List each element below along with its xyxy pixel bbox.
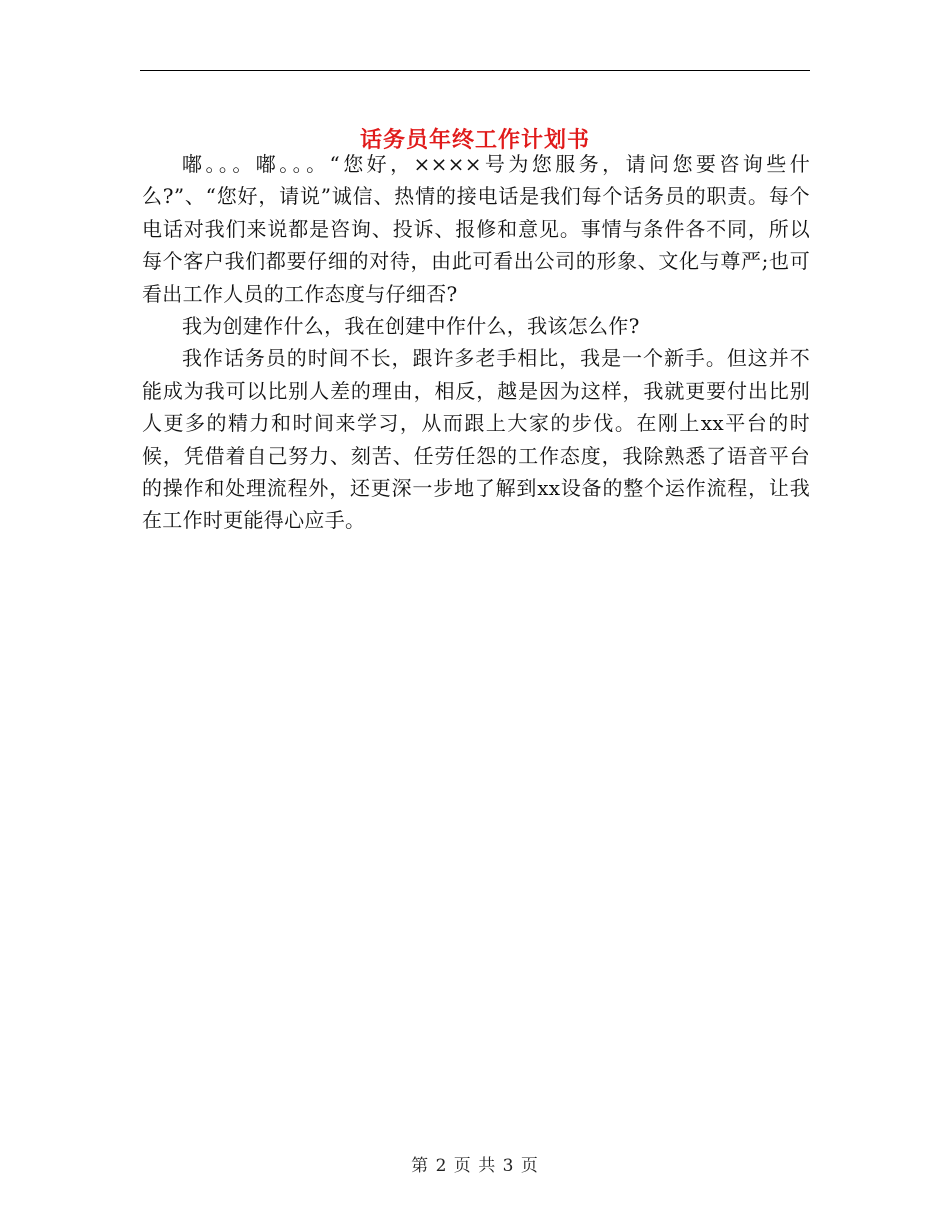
page-number-footer: 第 2 页 共 3 页 bbox=[411, 1156, 539, 1176]
paragraph-question: 我为创建作什么，我在创建中作什么，我该怎么作? bbox=[182, 314, 640, 339]
paragraph-experience: 我作话务员的时间不长，跟许多老手相比，我是一个新手。但这并不能成为我可以比别人差的理由，相反，越是因为这样，我就更要付出比别人更多的精力和时间来学习，从而跟上大家的步伐。在刚上xx平台的时候，凭借着自己努力、刻苦、任劳任怨的工作态度，我除熟悉了语音平台的操作和处理流程外，还更深一步地了解到xx设备的整个运作流程，让我在工作时更能得心应手。 bbox=[142, 346, 810, 533]
paragraph-greeting: 嘟。。。嘟。。。“您好，××××号为您服务，请问您要咨询些什么?”、“您好，请说”诚信、热情的接电话是我们每个话务员的职责。每个电话对我们来说都是咨询、投诉、报修和意见。事情与条件各不同，所以每个客户我们都要仔细的对待，由此可看出公司的形象、文化与尊严;也可看出工作人员的工作态度与仔细否? bbox=[142, 152, 810, 306]
document-body bbox=[142, 148, 810, 537]
header-rule bbox=[140, 70, 810, 71]
document-title: 话务员年终工作计划书 bbox=[359, 126, 590, 153]
